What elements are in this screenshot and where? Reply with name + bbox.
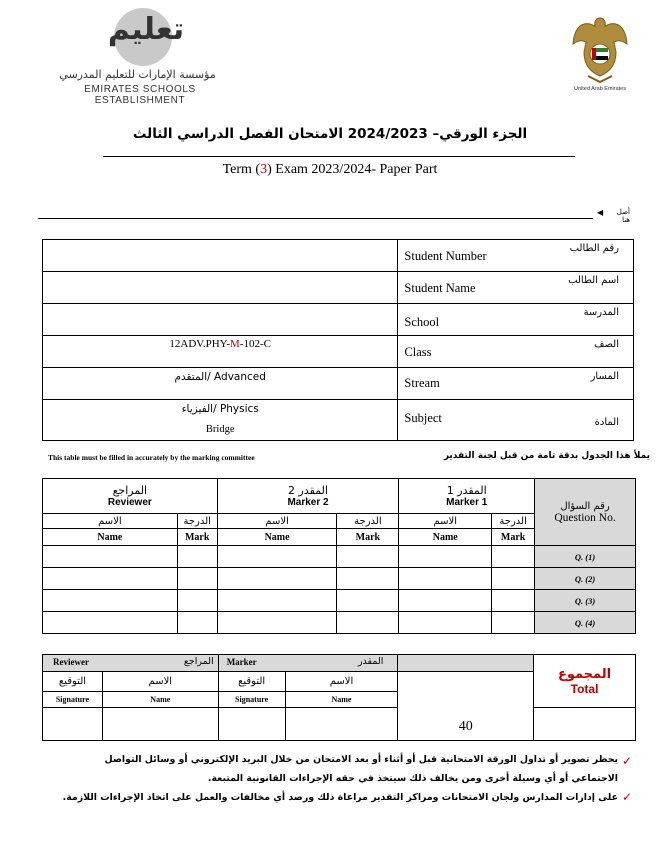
marker2-header-en: Marker 2 <box>287 497 329 508</box>
note-arabic: يملأ هذا الجدول بدقة تامة من قبل لجنة التقدير <box>443 451 650 461</box>
reviewer-header-en: Reviewer <box>107 497 152 508</box>
marker1-mark-q1[interactable] <box>492 546 535 568</box>
totals-table <box>42 654 636 741</box>
question-4: Q. (4) <box>535 612 636 634</box>
class-value <box>43 336 398 368</box>
reviewer-mark-q4[interactable] <box>177 612 217 634</box>
marker1-mark-ar: الدرجة <box>492 514 535 529</box>
question-no-en: Question No. <box>554 511 616 524</box>
footer-line-3: على إدارات المدارس ولجان الامتحانات ومراكز التقدير مراعاة ذلك ورصد أي مخالفات والعمل على اتخاذ الإجراءات اللازمة. <box>62 792 618 803</box>
marker-total-header <box>218 655 398 672</box>
table-row <box>43 400 634 441</box>
marker1-name-q4[interactable] <box>399 612 492 634</box>
table-row <box>43 479 636 514</box>
arrow-left-icon: ◀ <box>597 208 604 217</box>
marker1-header <box>399 479 535 514</box>
marker-signature-input[interactable] <box>218 708 285 741</box>
marker2-name-ar: الاسم <box>217 514 337 529</box>
marker1-mark-q3[interactable] <box>492 590 535 612</box>
marker2-header-ar: المقدر 2 <box>288 484 328 497</box>
checkmark-icon: ✓ <box>622 754 633 768</box>
marker1-name-q2[interactable] <box>399 568 492 590</box>
marker1-name-en: Name <box>399 529 492 546</box>
table-row <box>43 336 634 368</box>
marker-total-en: Marker <box>226 657 257 667</box>
footer-line-2: الاجتماعي أو أي وسيلة أخرى ومن يخالف ذلك سيتخذ في حقه الإجراءات القانونية المتبعة. <box>207 773 618 784</box>
marker1-mark-en: Mark <box>492 529 535 546</box>
marker1-name-ar: الاسم <box>399 514 492 529</box>
table-row <box>43 655 636 672</box>
student-name-input[interactable] <box>43 272 398 304</box>
marker2-mark-q3[interactable] <box>337 590 399 612</box>
total-label-ar: المجموع <box>557 666 612 682</box>
marker2-mark-q1[interactable] <box>337 546 399 568</box>
marker2-name-q3[interactable] <box>217 590 337 612</box>
marker2-mark-q2[interactable] <box>337 568 399 590</box>
question-no-header <box>535 479 636 546</box>
class-label <box>398 336 634 368</box>
establishment-english-name: EMIRATES SCHOOLS ESTABLISHMENT <box>84 84 196 106</box>
table-row <box>43 612 636 634</box>
marker2-name-en: Name <box>217 529 337 546</box>
class-value-post: -102-C <box>239 338 271 350</box>
reviewer-name-en: Name <box>43 529 178 546</box>
reviewer-signature-ar: التوقيع <box>43 672 103 692</box>
table-row <box>43 708 636 741</box>
reviewer-mark-q2[interactable] <box>177 568 217 590</box>
class-value-text <box>43 338 397 350</box>
total-label-en: Total <box>570 681 599 696</box>
student-name-ar: اسم الطالب <box>568 275 619 286</box>
reviewer-header-ar: المراجع <box>112 484 148 497</box>
table-row <box>43 272 634 304</box>
marker2-mark-en: Mark <box>337 529 399 546</box>
question-3: Q. (3) <box>535 590 636 612</box>
student-number-input[interactable] <box>43 240 398 272</box>
subject-label <box>398 400 634 441</box>
reviewer-name-q1[interactable] <box>43 546 178 568</box>
stream-en: Stream <box>404 376 440 390</box>
class-en: Class <box>404 345 432 359</box>
marker-name-input[interactable] <box>285 708 398 741</box>
reviewer-mark-ar: الدرجة <box>177 514 217 529</box>
stream-value <box>43 368 398 400</box>
subject-ar: المادة <box>594 417 619 428</box>
class-ar: الصف <box>594 339 619 350</box>
reviewer-total-ar: المراجع <box>183 656 214 667</box>
table-row <box>43 304 634 336</box>
marker1-header-en: Marker 1 <box>446 497 488 508</box>
marker-signature-ar: التوقيع <box>218 672 285 692</box>
class-value-pre: 12ADV.PHY- <box>169 338 231 350</box>
student-info-table <box>42 239 634 441</box>
reviewer-name-en-total: Name <box>102 692 218 708</box>
stream-label <box>398 368 634 400</box>
reviewer-mark-en: Mark <box>177 529 217 546</box>
marker-signature-en: Signature <box>218 692 285 708</box>
question-no-ar: رقم السؤال <box>560 500 610 512</box>
school-input[interactable] <box>43 304 398 336</box>
table-row <box>43 240 634 272</box>
stream-ar: المسار <box>590 371 619 382</box>
marker2-mark-q4[interactable] <box>337 612 399 634</box>
total-label-cell <box>534 655 636 708</box>
table-row <box>43 590 636 612</box>
checkmark-icon: ✓ <box>622 790 633 804</box>
reviewer-name-q3[interactable] <box>43 590 178 612</box>
marker1-header-ar: المقدر 1 <box>446 484 487 497</box>
marker1-name-q3[interactable] <box>399 590 492 612</box>
school-label <box>398 304 634 336</box>
uae-emblem <box>570 14 630 100</box>
total-blank-shade <box>398 655 534 672</box>
marker2-name-q1[interactable] <box>217 546 337 568</box>
reviewer-signature-input[interactable] <box>43 708 103 741</box>
student-number-en: Student Number <box>404 249 487 263</box>
footer-line-1: يحظر تصوير أو تداول الورقة الامتحانية قبل أو أثناء أو بعد الامتحان من خلال البريد الإلكتروني أو وسائل التواصل <box>104 754 618 765</box>
table-row <box>43 546 636 568</box>
reviewer-mark-q1[interactable] <box>177 546 217 568</box>
marker2-header <box>217 479 399 514</box>
reviewer-total-header <box>43 655 219 672</box>
marker1-mark-q4[interactable] <box>492 612 535 634</box>
subject-value <box>43 400 398 441</box>
reviewer-name-input[interactable] <box>102 708 218 741</box>
marker-name-ar-total: الاسم <box>285 672 398 692</box>
class-value-mid: M <box>230 338 240 350</box>
reviewer-total-en: Reviewer <box>53 657 89 667</box>
reviewer-name-q2[interactable] <box>43 568 178 590</box>
marker-total-ar: المقدر <box>357 656 384 667</box>
title-term-number: 3 <box>260 162 268 177</box>
table-row <box>43 568 636 590</box>
reviewer-signature-en: Signature <box>43 692 103 708</box>
title-english-prefix: Term ( <box>222 162 261 177</box>
intro-rule <box>38 218 593 219</box>
title-arabic: الجزء الورقي– 2024/2023 الامتحان الفصل الدراسي الثالث <box>132 126 528 142</box>
title-rule <box>103 156 575 157</box>
title-english <box>110 162 550 178</box>
student-number-ar: رقم الطالب <box>569 243 619 254</box>
reviewer-name-ar-total: الاسم <box>102 672 218 692</box>
intro-arabic: أصل هنا <box>616 208 630 224</box>
marker2-name-q4[interactable] <box>217 612 337 634</box>
table-row <box>43 368 634 400</box>
marker2-mark-ar: الدرجة <box>337 514 399 529</box>
note-english: This table must be filled in accurately by the marking committee <box>48 453 255 462</box>
total-score-area <box>398 672 534 708</box>
subject-value-2: Bridge <box>205 424 235 435</box>
emblem-caption: United Arab Emirates <box>574 86 626 92</box>
question-1: Q. (1) <box>535 546 636 568</box>
falcon-emblem-icon <box>570 14 630 84</box>
reviewer-name-q4[interactable] <box>43 612 178 634</box>
marker1-mark-q2[interactable] <box>492 568 535 590</box>
subject-value-1: الفيزياء/ Physics <box>181 403 259 415</box>
marker-name-en-total: Name <box>285 692 398 708</box>
reviewer-mark-q3[interactable] <box>177 590 217 612</box>
establishment-arabic-name: مؤسسة الإمارات للتعليم المدرسي <box>59 68 216 81</box>
subject-en: Subject <box>404 411 442 425</box>
stream-value-text: المتقدم/ Advanced <box>174 371 266 383</box>
student-name-en: Student Name <box>404 281 476 295</box>
reviewer-name-ar: الاسم <box>43 514 178 529</box>
logo-arabic-word: تعليم <box>107 12 185 47</box>
student-name-label <box>398 272 634 304</box>
marker2-name-q2[interactable] <box>217 568 337 590</box>
question-2: Q. (2) <box>535 568 636 590</box>
ese-logo <box>40 6 240 106</box>
total-score-value: 40 <box>398 708 534 741</box>
student-number-label <box>398 240 634 272</box>
school-ar: المدرسة <box>583 307 619 318</box>
total-score-input[interactable] <box>534 708 636 741</box>
marker1-name-q1[interactable] <box>399 546 492 568</box>
marking-table <box>42 478 636 634</box>
title-english-suffix: ) Exam 2023/2024- Paper Part <box>267 162 438 177</box>
reviewer-header <box>43 479 218 514</box>
school-en: School <box>404 315 440 329</box>
